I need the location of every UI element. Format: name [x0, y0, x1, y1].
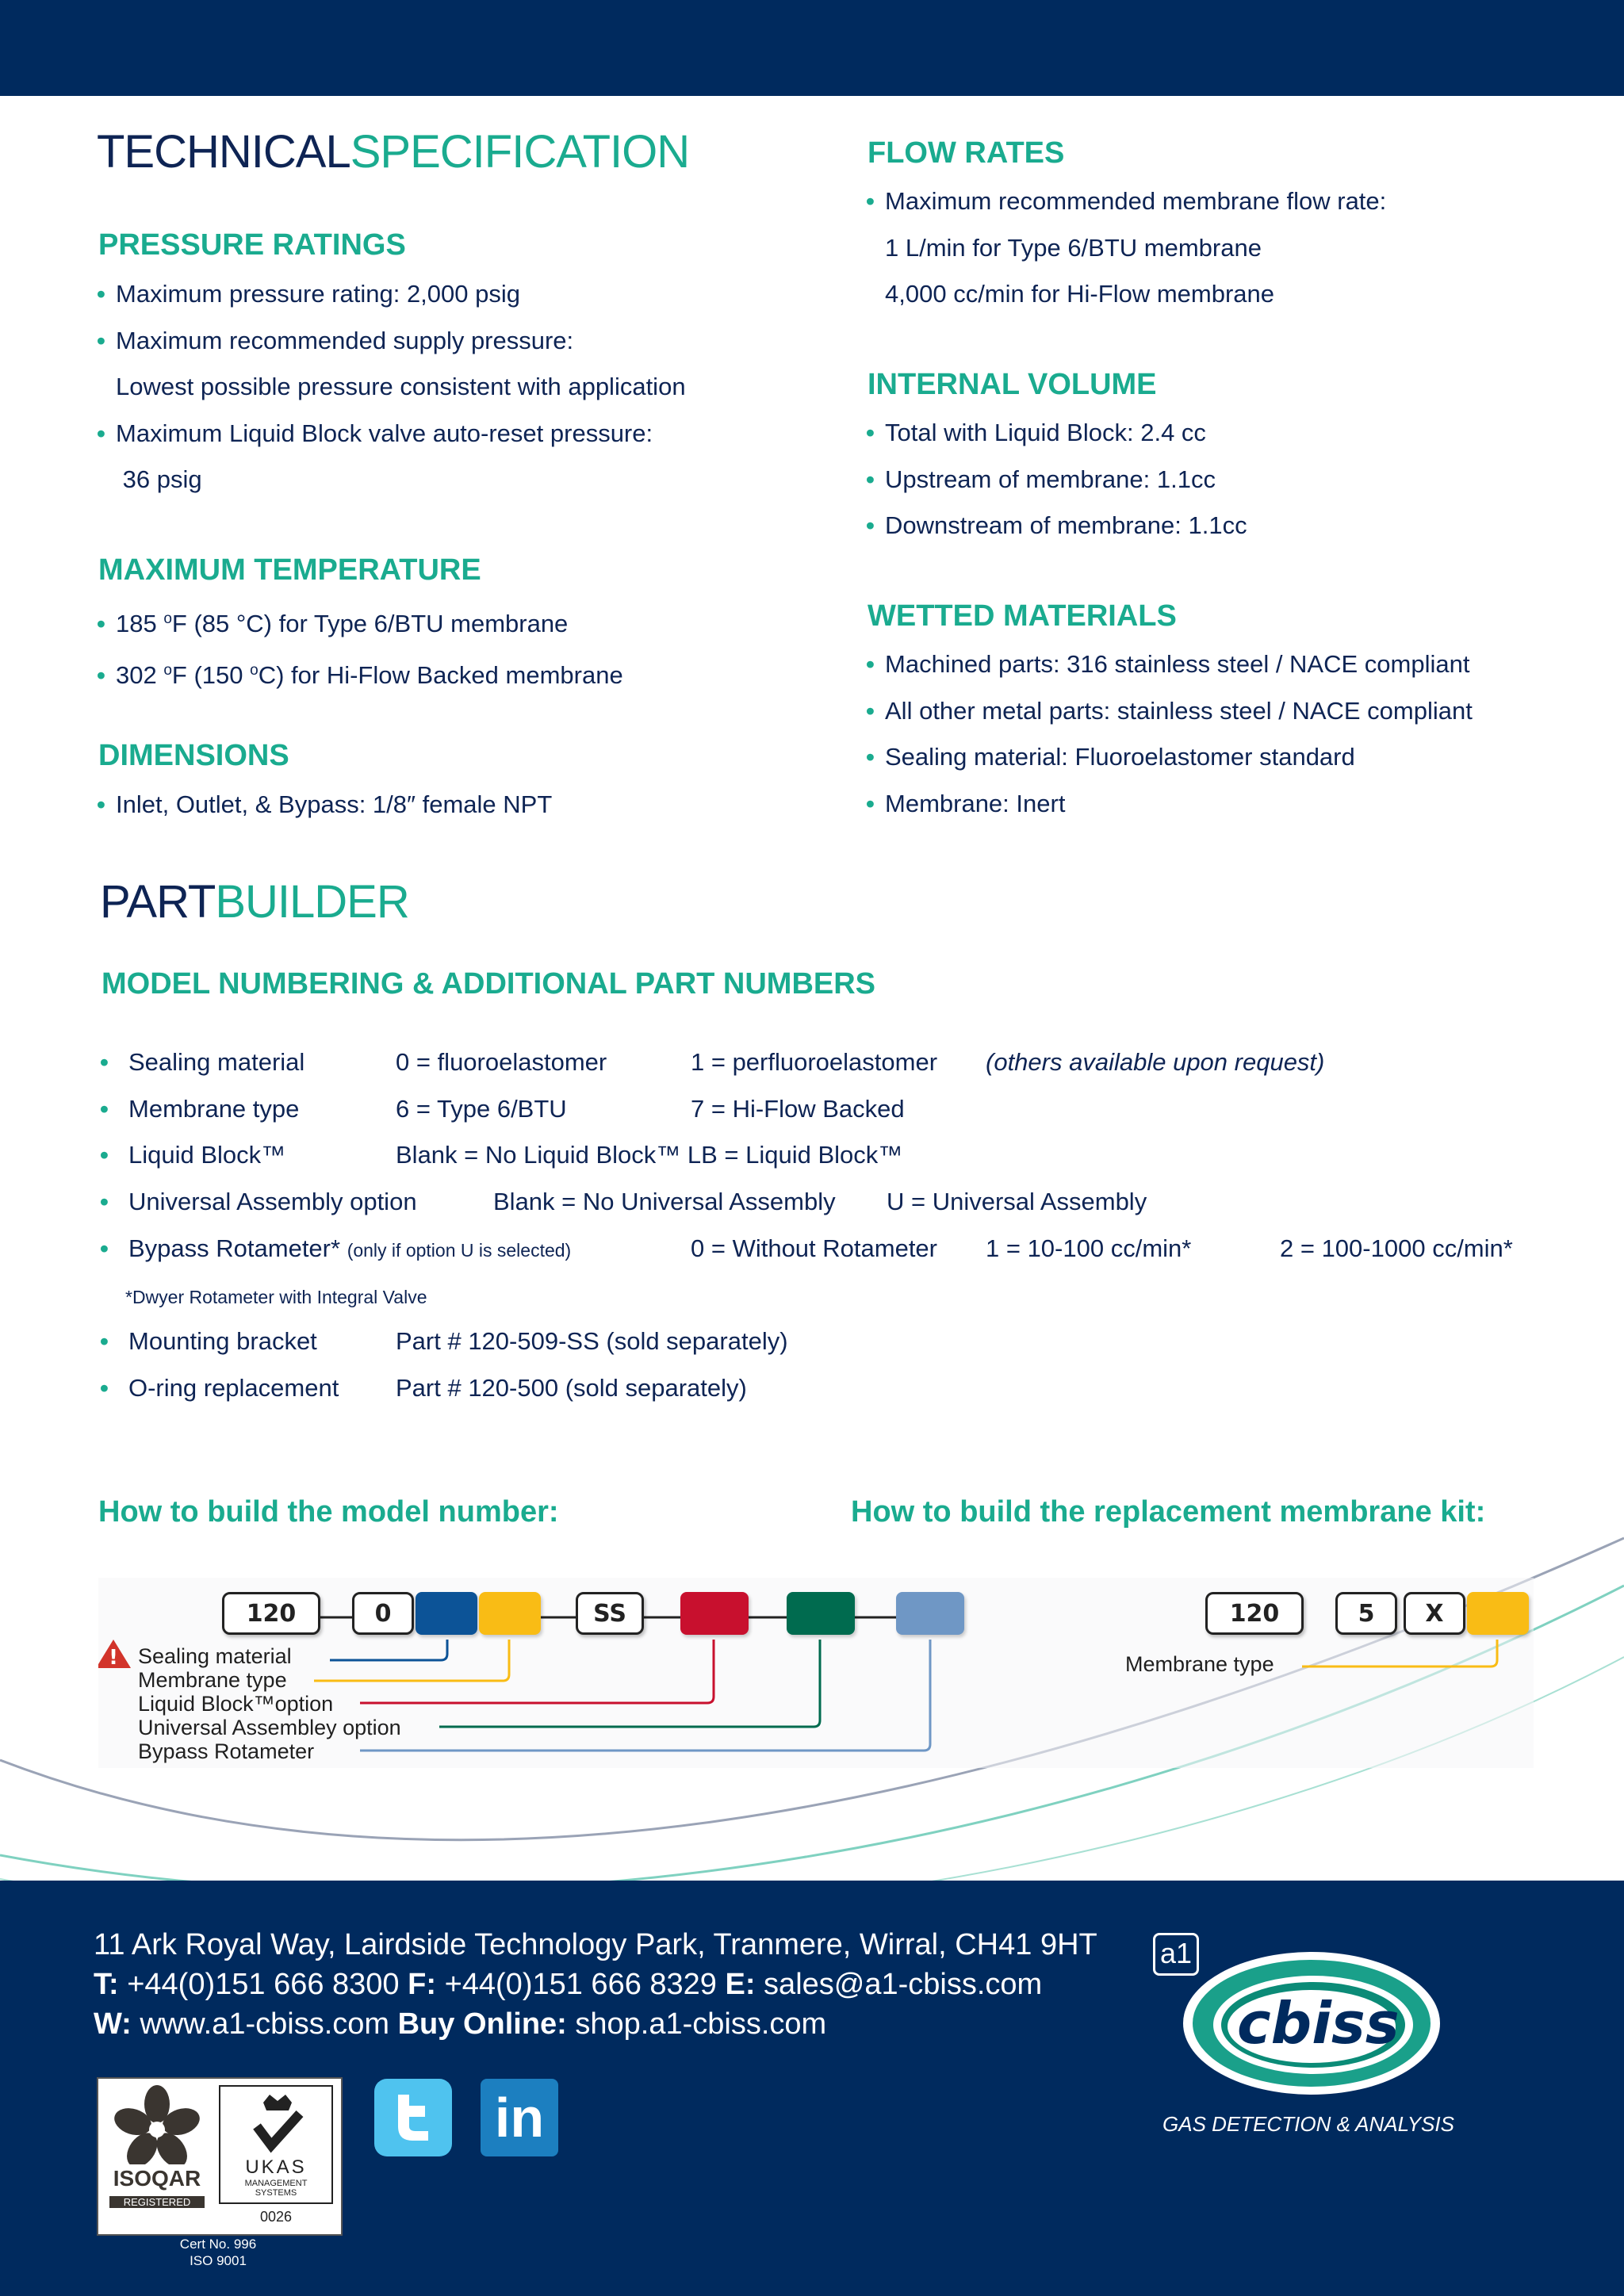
model-prefix-box: 120 [222, 1592, 320, 1635]
row-name: Membrane type [128, 1095, 300, 1123]
how-to-build-model-heading: How to build the model number: [98, 1495, 559, 1529]
kit-code-box: 5 [1335, 1592, 1397, 1635]
list-item: • Maximum recommended supply pressure: [97, 326, 574, 354]
volume-list [866, 410, 1247, 549]
row-option-a: Blank = No Universal Assembly [493, 1188, 836, 1215]
list-item: • Maximum pressure rating: 2,000 psig [97, 280, 521, 308]
temperature-list [97, 596, 623, 698]
row-option-a: Blank = No Liquid Block™ LB = Liquid Block™ [396, 1141, 903, 1169]
isoqar-flower-icon [109, 2085, 205, 2164]
pressure-ratings-heading: PRESSURE RATINGS [98, 228, 406, 262]
kit-membrane-type-slot [1467, 1592, 1529, 1635]
shop-link[interactable]: shop.a1-cbiss.com [566, 2007, 827, 2041]
table-row: • Sealing material 0 = fluoroelastomer 1 = perfluoroelastomer (others available upon request) [100, 1048, 1325, 1076]
how-to-build-kit-heading: How to build the replacement membrane kit: [851, 1495, 1486, 1529]
phone-number: +44(0)151 666 8300 [118, 1968, 408, 2001]
row-option-a: Part # 120-509-SS (sold separately) [396, 1327, 788, 1355]
cbiss-logo-text: cbiss [1237, 1990, 1400, 2057]
list-item: • Inlet, Outlet, & Bypass: 1/8″ female NPT [97, 790, 553, 818]
table-row: • Mounting bracket Part # 120-509-SS (sold separately) [100, 1327, 788, 1355]
flow-list [866, 178, 1386, 318]
row-name: Liquid Block™ [128, 1141, 286, 1169]
email-link[interactable]: sales@a1-cbiss.com [755, 1968, 1043, 2001]
linkedin-icon[interactable]: in [481, 2079, 558, 2156]
cbiss-tagline: GAS DETECTION & ANALYSIS [1162, 2112, 1454, 2136]
label-sealing-material: Sealing material [138, 1644, 292, 1668]
kit-label-membrane-type: Membrane type [1125, 1652, 1274, 1676]
list-item: 4,000 cc/min for Hi-Flow membrane [885, 280, 1274, 308]
list-item: 1 L/min for Type 6/BTU membrane [885, 233, 1262, 262]
row-name: Bypass Rotameter* (only if option U is selected) [128, 1234, 572, 1262]
row-option-c: (others available upon request) [986, 1048, 1325, 1076]
material-code-box: SS [576, 1592, 644, 1635]
row-option-b: 1 = perfluoroelastomer [691, 1048, 938, 1076]
kit-connectors [98, 1578, 1534, 1768]
footer [0, 1881, 1624, 2296]
iso-standard: ISO 9001 [190, 2253, 247, 2268]
model-numbering-heading: MODEL NUMBERING & ADDITIONAL PART NUMBERS [102, 967, 876, 1001]
wetted-list [866, 641, 1473, 827]
ukas-subtitle: MANAGEMENT SYSTEMS [244, 2179, 308, 2198]
technical-specification-title [97, 125, 689, 178]
title-part-builder: BUILDER [215, 876, 409, 928]
label-universal-assembly-option: Universal Assembley option [138, 1716, 401, 1739]
twitter-icon[interactable] [374, 2079, 452, 2156]
rotameter-footnote: *Dwyer Rotameter with Integral Valve [125, 1287, 427, 1307]
ukas-mark [219, 2085, 333, 2204]
kit-variable-box: X [1404, 1592, 1465, 1635]
part-builder-title [100, 875, 409, 928]
svg-text:!: ! [109, 1646, 118, 1670]
table-row: • Liquid Block™ Blank = No Liquid Block™ LB = Liquid Block™ [100, 1141, 903, 1169]
row-option-c: 2 = 100-1000 cc/min* [1280, 1234, 1513, 1262]
footer-contact-line: T: +44(0)151 666 8300 F: +44(0)151 666 8329 E: sales@a1-cbiss.com [94, 1968, 1043, 2001]
table-row: • Bypass Rotameter* (only if option U is selected) 0 = Without Rotameter 1 = 10-100 cc/min* 2 = 100-1000 cc/min* [100, 1234, 1513, 1262]
isoqar-registered: REGISTERED [109, 2196, 205, 2208]
model-number-diagram [98, 1578, 1534, 1768]
footer-address: 11 Ark Royal Way, Lairdside Technology Park, Tranmere, Wirral, CH41 9HT [94, 1928, 1097, 1961]
fax-number: +44(0)151 666 8329 [436, 1968, 726, 2001]
list-item: 36 psig [122, 465, 202, 493]
title-part-specification: SPECIFICATION [350, 126, 690, 178]
website-link[interactable]: www.a1-cbiss.com [131, 2007, 398, 2041]
list-item: • 185 $^o$F (85 °C) for Type 6/BTU membrane [97, 610, 569, 637]
footer-web-line: W: www.a1-cbiss.com Buy Online: shop.a1-cbiss.com [94, 2007, 827, 2041]
dimensions-heading: DIMENSIONS [98, 739, 289, 772]
label-membrane-type: Membrane type [138, 1668, 287, 1692]
header-band [0, 0, 1624, 96]
isoqar-label: ISOQAR [113, 2166, 201, 2191]
row-name: Sealing material [128, 1048, 305, 1076]
row-option-a: 0 = Without Rotameter [691, 1234, 937, 1262]
list-item: • Maximum Liquid Block valve auto-reset pressure: [97, 419, 653, 447]
maximum-temperature-heading: MAXIMUM TEMPERATURE [98, 553, 481, 587]
table-row: • Membrane type 6 = Type 6/BTU 7 = Hi-Flow Backed [100, 1095, 905, 1123]
label-liquid-block-option: Liquid Block™option [138, 1692, 334, 1716]
row-name: O-ring replacement [128, 1374, 339, 1402]
list-item: • Membrane: Inert [866, 789, 1066, 817]
row-option-a: 6 = Type 6/BTU [396, 1095, 567, 1123]
list-item: • All other metal parts: stainless steel / NACE compliant [866, 696, 1473, 725]
list-item: Lowest possible pressure consistent with application [116, 373, 686, 400]
certification-badge [97, 2077, 343, 2236]
internal-volume-heading: INTERNAL VOLUME [868, 368, 1157, 401]
label-bypass-rotameter: Bypass Rotameter [138, 1739, 315, 1763]
row-option-b: 1 = 10-100 cc/min* [986, 1234, 1192, 1262]
row-option-b: U = Universal Assembly [887, 1188, 1147, 1215]
list-item: • Downstream of membrane: 1.1cc [866, 511, 1247, 539]
row-name: Mounting bracket [128, 1327, 317, 1355]
title-part-technical: TECHNICAL [97, 126, 350, 178]
row-note: (only if option U is selected) [347, 1240, 572, 1261]
model-code-box: 0 [352, 1592, 414, 1635]
list-item: • Machined parts: 316 stainless steel / NACE compliant [866, 650, 1470, 678]
a1-logo-icon: a1 [1153, 1933, 1199, 1976]
cert-number: Cert No. 996 [179, 2237, 257, 2252]
list-item: • Maximum recommended membrane flow rate: [866, 187, 1387, 215]
row-option-b: 7 = Hi-Flow Backed [691, 1095, 905, 1123]
flow-rates-heading: FLOW RATES [868, 136, 1065, 170]
list-item: • 302 $^o$F (150 $^o$C) for Hi-Flow Backed membrane [97, 660, 623, 689]
dimensions-list [97, 782, 552, 828]
ukas-crown-check-icon [246, 2091, 309, 2155]
row-option-a: Part # 120-500 (sold separately) [396, 1374, 747, 1402]
kit-prefix-box: 120 [1205, 1592, 1304, 1635]
table-row: • O-ring replacement Part # 120-500 (sold separately) [100, 1374, 747, 1402]
row-name: Universal Assembly option [128, 1188, 417, 1215]
row-option-a: 0 = fluoroelastomer [396, 1048, 607, 1076]
ukas-number: 0026 [259, 2209, 293, 2225]
ukas-label: UKAS [245, 2156, 307, 2178]
title-part-part: PART [100, 876, 216, 928]
table-row: • Universal Assembly option Blank = No Universal Assembly U = Universal Assembly [100, 1188, 1147, 1215]
pressure-list [97, 271, 686, 503]
wetted-materials-heading: WETTED MATERIALS [868, 599, 1177, 633]
list-item: • Sealing material: Fluoroelastomer standard [866, 743, 1355, 771]
list-item: • Total with Liquid Block: 2.4 cc [866, 419, 1206, 446]
list-item: • Upstream of membrane: 1.1cc [866, 465, 1216, 493]
